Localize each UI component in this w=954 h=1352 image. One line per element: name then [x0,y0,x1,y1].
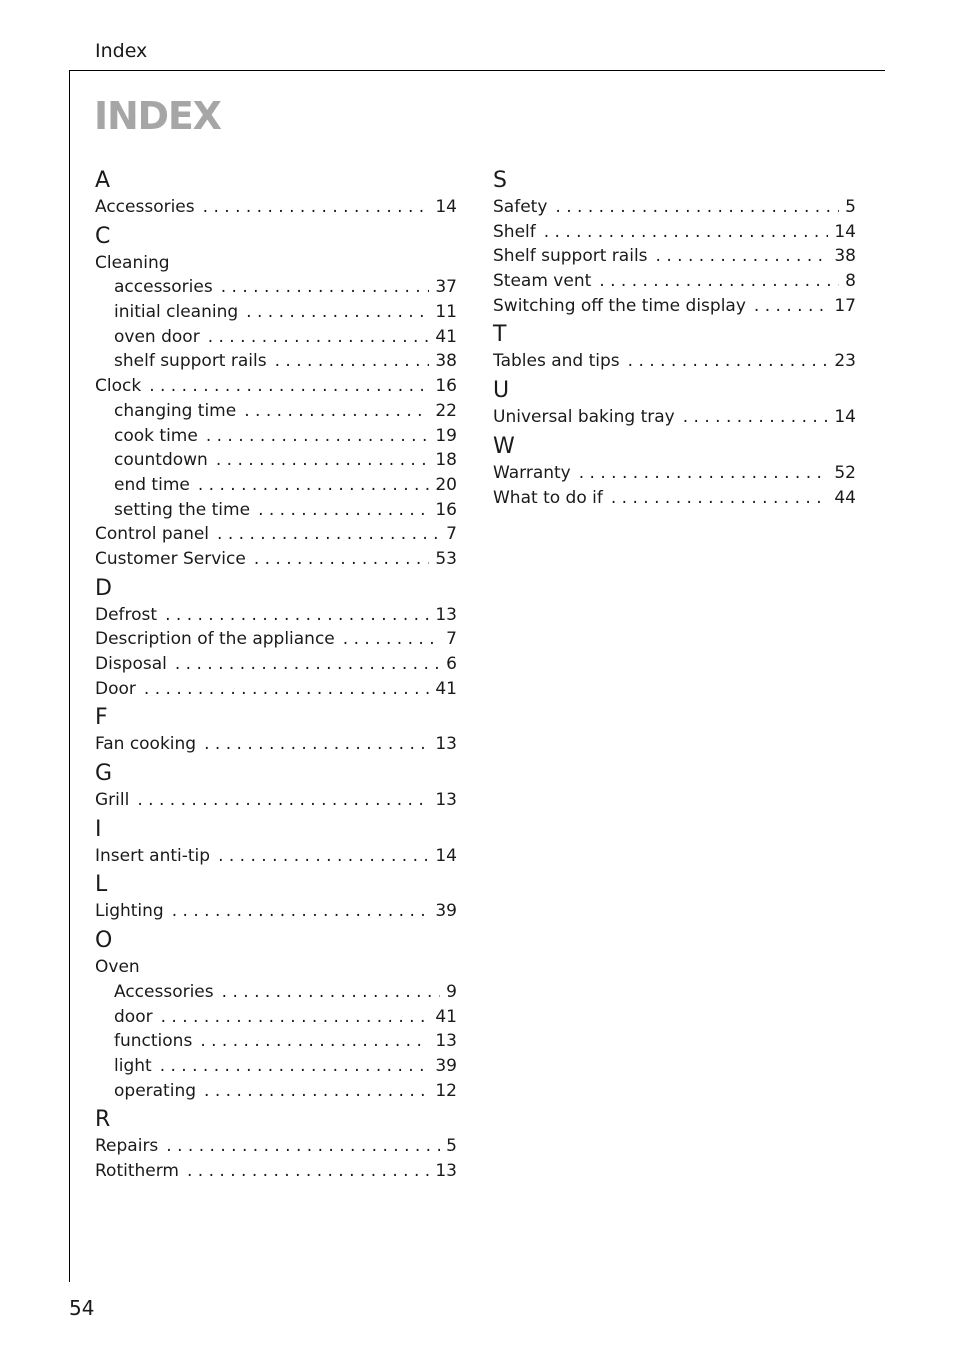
entry-term: Accessories [95,197,195,217]
dot-leader [216,448,430,473]
index-entry [95,955,457,980]
dot-leader [198,473,430,498]
entry-term: Switching off the time display [493,295,746,316]
entry-term: end time [114,474,190,495]
page-number: 54 [69,1296,95,1320]
index-section [493,318,856,374]
entry-page-number: 13 [435,1160,457,1181]
index-entry [493,349,856,374]
running-header-title: Index [95,40,148,62]
dot-leader [683,405,829,430]
entry-page-number: 38 [435,351,457,372]
entry-term: Cleaning [95,252,170,273]
entry-term: Shelf [493,221,536,242]
entry-page-number: 22 [435,400,457,421]
dot-leader [599,269,839,294]
entry-term: Lighting [95,901,164,922]
entry-page-number: 41 [435,1006,457,1027]
dot-leader [754,294,828,319]
entry-term: Door [95,678,136,699]
entry-term: Accessories [114,981,214,1002]
entry-term: door [114,1006,153,1027]
section-letter: C [95,223,111,249]
entry-term: Customer Service [95,548,246,569]
entry-page-number: 41 [435,326,457,347]
index-subentry [95,448,457,473]
entry-page-number: 13 [435,734,457,755]
entry-page-number: 14 [834,221,856,242]
entry-page-number: 18 [435,450,457,471]
dot-leader [204,1079,429,1104]
index-subentry [95,498,457,523]
entry-term: accessories [114,277,213,298]
entry-page-number: 44 [834,487,856,508]
entry-page-number: 8 [845,271,856,292]
index-entry [95,1134,457,1159]
entry-page-number: 7 [446,524,457,545]
dot-leader [579,461,829,486]
index-section [95,220,457,572]
dot-leader [203,195,430,220]
entry-page-number: 14 [435,845,457,866]
section-letter: F [95,705,108,731]
entry-term: Repairs [95,1136,159,1157]
entry-term: Tables and tips [493,351,620,372]
dot-leader [204,732,429,757]
dot-leader [137,788,429,813]
index-entry [95,603,457,628]
dot-leader [246,300,429,325]
section-letter: O [95,928,113,954]
index-section [493,164,856,318]
index-subentry [95,1005,457,1030]
index-section [95,164,457,220]
index-entry [493,405,856,430]
section-letter: S [493,168,507,193]
index-subentry [95,275,457,300]
entry-term: setting the time [114,499,251,520]
entry-page-number: 37 [435,277,457,298]
entry-term: Warranty [493,462,571,483]
entry-page-number: 13 [435,1031,457,1052]
dot-leader [217,522,440,547]
index-subentry [95,1029,457,1054]
index-entry [95,844,457,869]
index-entry [95,547,457,572]
dot-leader [275,349,430,374]
dot-leader [160,1054,430,1079]
index-section [95,1103,457,1183]
index-entry [95,522,457,547]
index-entry [95,195,457,220]
entry-page-number: 14 [834,407,856,428]
index-section [95,701,457,757]
dot-leader [200,1029,429,1054]
dot-leader [544,220,829,245]
entry-page-number: 17 [834,295,856,316]
entry-term: initial cleaning [114,302,239,323]
entry-page-number: 13 [435,604,457,625]
index-entry [95,677,457,702]
index-entry [493,269,856,294]
index-column-left [95,164,457,1184]
entry-page-number: 52 [834,462,856,483]
index-subentry [95,1054,457,1079]
index-entry [493,220,856,245]
entry-term: shelf support rails [114,351,267,372]
index-entry [493,486,856,511]
entry-term: Universal baking tray [493,407,675,428]
page-title: INDEX [94,94,221,138]
dot-leader [628,349,829,374]
index-section [95,572,457,702]
dot-leader [175,652,440,677]
entry-term: What to do if [493,487,603,508]
entry-page-number: 39 [435,901,457,922]
index-column-right [493,164,856,510]
entry-term: Safety [493,197,548,217]
entry-term: cook time [114,425,198,446]
entry-term: light [114,1055,152,1076]
entry-page-number: 6 [446,654,457,674]
dot-leader [149,374,429,399]
entry-term: oven door [114,326,200,347]
dot-leader [206,424,430,449]
entry-page-number: 53 [435,548,457,569]
entry-term: Steam vent [493,271,592,292]
index-entry [493,461,856,486]
dot-leader [222,980,441,1005]
entry-term: Fan cooking [95,734,197,755]
index-subentry [95,424,457,449]
entry-page-number: 5 [446,1136,457,1157]
index-entry [95,374,457,399]
entry-page-number: 23 [834,351,856,372]
entry-page-number: 5 [845,197,856,217]
index-entry [95,251,457,276]
entry-term: Grill [95,790,130,811]
dot-leader [208,325,430,350]
index-subentry [95,349,457,374]
entry-page-number: 16 [435,376,457,397]
index-entry [493,195,856,220]
section-letter: D [95,575,112,601]
entry-page-number: 19 [435,425,457,446]
entry-term: Insert anti-tip [95,845,211,866]
section-letter: T [493,322,507,348]
entry-term: changing time [114,400,237,421]
dot-leader [172,899,430,924]
index-section [95,924,457,1103]
entry-page-number: 7 [446,629,457,650]
index-section [95,868,457,924]
index-subentry [95,473,457,498]
entry-page-number: 9 [446,981,457,1002]
section-letter: U [493,378,510,404]
entry-page-number: 12 [435,1080,457,1101]
margin-rule [69,70,70,1282]
index-subentry [95,325,457,350]
dot-leader [254,547,430,572]
index-entry [95,652,457,677]
entry-page-number: 14 [435,197,457,217]
header-rule [69,70,885,71]
index-subentry [95,300,457,325]
dot-leader [555,195,839,220]
entry-page-number: 11 [435,302,457,323]
entry-term: Rotitherm [95,1160,179,1181]
dot-leader [258,498,429,523]
entry-term: countdown [114,450,208,471]
entry-term: Description of the appliance [95,629,335,650]
dot-leader [165,603,429,628]
entry-term: Oven [95,957,140,978]
dot-leader [187,1159,429,1184]
entry-term: Shelf support rails [493,246,648,267]
section-letter: R [95,1107,111,1133]
index-entry [95,788,457,813]
entry-page-number: 16 [435,499,457,520]
entry-term: Clock [95,376,142,397]
index-entry [95,627,457,652]
dot-leader [611,486,829,511]
entry-page-number: 39 [435,1055,457,1076]
index-subentry [95,980,457,1005]
entry-term: Control panel [95,524,210,545]
index-section [95,757,457,813]
section-letter: I [95,816,102,842]
section-letter: A [95,168,111,193]
entry-page-number: 38 [834,246,856,267]
dot-leader [166,1134,440,1159]
entry-term: Defrost [95,604,158,625]
index-entry [95,899,457,924]
entry-page-number: 13 [435,790,457,811]
section-letter: L [95,872,108,898]
section-letter: G [95,761,113,787]
entry-term: operating [114,1080,197,1101]
index-section [493,430,856,510]
dot-leader [656,244,829,269]
index-subentry [95,399,457,424]
index-entry [493,244,856,269]
dot-leader [161,1005,430,1030]
index-entry [95,1159,457,1184]
dot-leader [144,677,429,702]
entry-term: functions [114,1031,193,1052]
dot-leader [218,844,429,869]
index-section [95,813,457,869]
index-entry [493,294,856,319]
dot-leader [221,275,430,300]
dot-leader [244,399,429,424]
entry-term: Disposal [95,654,167,674]
index-subentry [95,1079,457,1104]
section-letter: W [493,433,515,459]
dot-leader [343,627,440,652]
index-entry [95,732,457,757]
entry-page-number: 20 [435,474,457,495]
entry-page-number: 41 [435,678,457,699]
index-section [493,374,856,430]
